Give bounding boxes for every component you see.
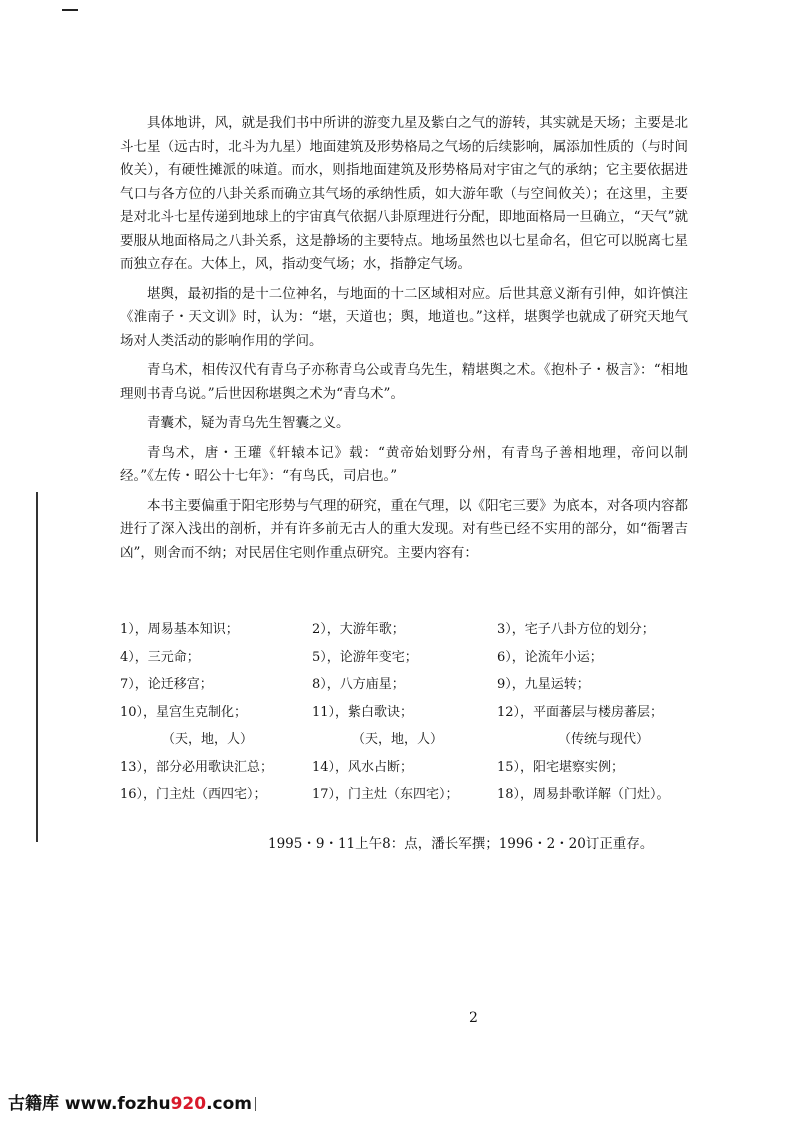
scan-edge-mark	[255, 1097, 256, 1111]
contents-item: 6），论流年小运；	[497, 649, 603, 665]
watermark-prefix: 古籍库 www.fozhu	[8, 1094, 171, 1114]
contents-item: 15），阳宅堪察实例；	[497, 759, 625, 775]
contents-item: 16），门主灶（西四宅）；	[120, 787, 267, 802]
watermark-suffix: .com	[206, 1094, 253, 1114]
contents-item: 14），风水占断；	[312, 759, 414, 775]
paragraph-kanyu: 堪舆，最初指的是十二位神名，与地面的十二区域相对应。后世其意义渐有引伸，如许慎注《淮南子・天文训》时，认为：“堪，天道也；舆，地道也。”这样，堪舆学也就成了研究天地气场对人类活动的影响作用的学问。	[120, 285, 688, 349]
contents-item: 4），三元命；	[120, 649, 200, 665]
contents-row	[120, 673, 720, 701]
contents-item: 18），周易卦歌详解（门灶）。	[497, 787, 670, 802]
contents-item: 5），论游年变宅；	[312, 649, 418, 665]
paragraph-qingwu: 青乌术，相传汉代有青乌子亦称青乌公或青乌先生，精堪舆之术。《抱朴子・极言》：“相地理则书青乌说。”后世因称堪舆之术为“青乌术”。	[120, 362, 688, 402]
contents-row	[120, 618, 720, 646]
contents-row	[120, 783, 720, 811]
contents-row	[120, 701, 720, 729]
scan-margin-line	[36, 492, 38, 842]
watermark-accent: 920	[170, 1094, 207, 1114]
paragraph-book-summary: 本书主要偏重于阳宅形势与气理的研究，重在气理，以《阳宅三要》为底本，对各项内容都进行了深入浅出的剖析，并有许多前无古人的重大发现。对有些已经不实用的部分，如“衙署吉凶”，则舍而不纳；对民居住宅则作重点研究。主要内容有：	[120, 497, 688, 561]
scan-mark	[62, 9, 78, 11]
contents-item: 9），九星运转；	[497, 677, 590, 692]
body-text	[120, 112, 688, 571]
contents-row	[120, 646, 720, 674]
contents-subrow	[120, 728, 720, 756]
contents-item: 17），门主灶（东四宅）；	[312, 787, 459, 802]
contents-subnote: （天，地，人）	[162, 732, 254, 747]
contents-item: 8），八方庙星；	[312, 677, 405, 692]
contents-subnote: （天，地，人）	[352, 732, 444, 747]
paragraph-feng-shui: 具体地讲，风，就是我们书中所讲的游变九星及紫白之气的游转，其实就是天场；主要是北斗七星（远古时，北斗为九星）地面建筑及形势格局之气场的后续影响，属添加性质的（与时间攸关），有硬性摊派的味道。而水，则指地面建筑及形势格局对宇宙之气的承纳；它主要依据进气口与各方位的八卦关系而确立其气场的承纳性质，如大游年歌（与空间攸关）；在这里，主要是对北斗七星传递到地球上的宇宙真气依据八卦原理进行分配，即地面格局一旦确立，“天气”就要服从地面格局之八卦关系，这是静场的主要特点。地场虽然也以七星命名，但它可以脱离七星而独立存在。大体上，风，指动变气场；水，指静定气场。	[120, 115, 688, 272]
contents-item: 11），紫白歌诀；	[312, 704, 414, 720]
contents-item: 10），星宫生克制化；	[120, 704, 248, 720]
author-dateline: 1995・9・11上午8：点，潘长军撰；1996・2・20订正重存。	[268, 836, 654, 852]
contents-row	[120, 756, 720, 784]
contents-item: 7），论迁移宫；	[120, 677, 213, 692]
page-number: 2	[469, 1010, 478, 1026]
contents-subnote: （传统与现代）	[558, 732, 650, 747]
contents-item: 1），周易基本知识；	[120, 622, 239, 637]
contents-item: 2），大游年歌；	[312, 622, 405, 637]
paragraph-qingniao: 青鸟术，唐・王瓘《轩辕本记》载：“黄帝始划野分州，有青鸟子善相地理，帝问以制经。”《左传・昭公十七年》：“有鸟氏，司启也。”	[120, 444, 688, 484]
site-watermark	[8, 1089, 252, 1114]
contents-item: 13），部分必用歌诀汇总；	[120, 759, 274, 775]
contents-item: 12），平面蕃层与楼房蕃层；	[497, 704, 664, 720]
contents-list	[120, 618, 720, 811]
contents-item: 3），宅子八卦方位的划分；	[497, 622, 655, 637]
paragraph-qingnang: 青囊术，疑为青乌先生智囊之义。	[147, 415, 350, 431]
